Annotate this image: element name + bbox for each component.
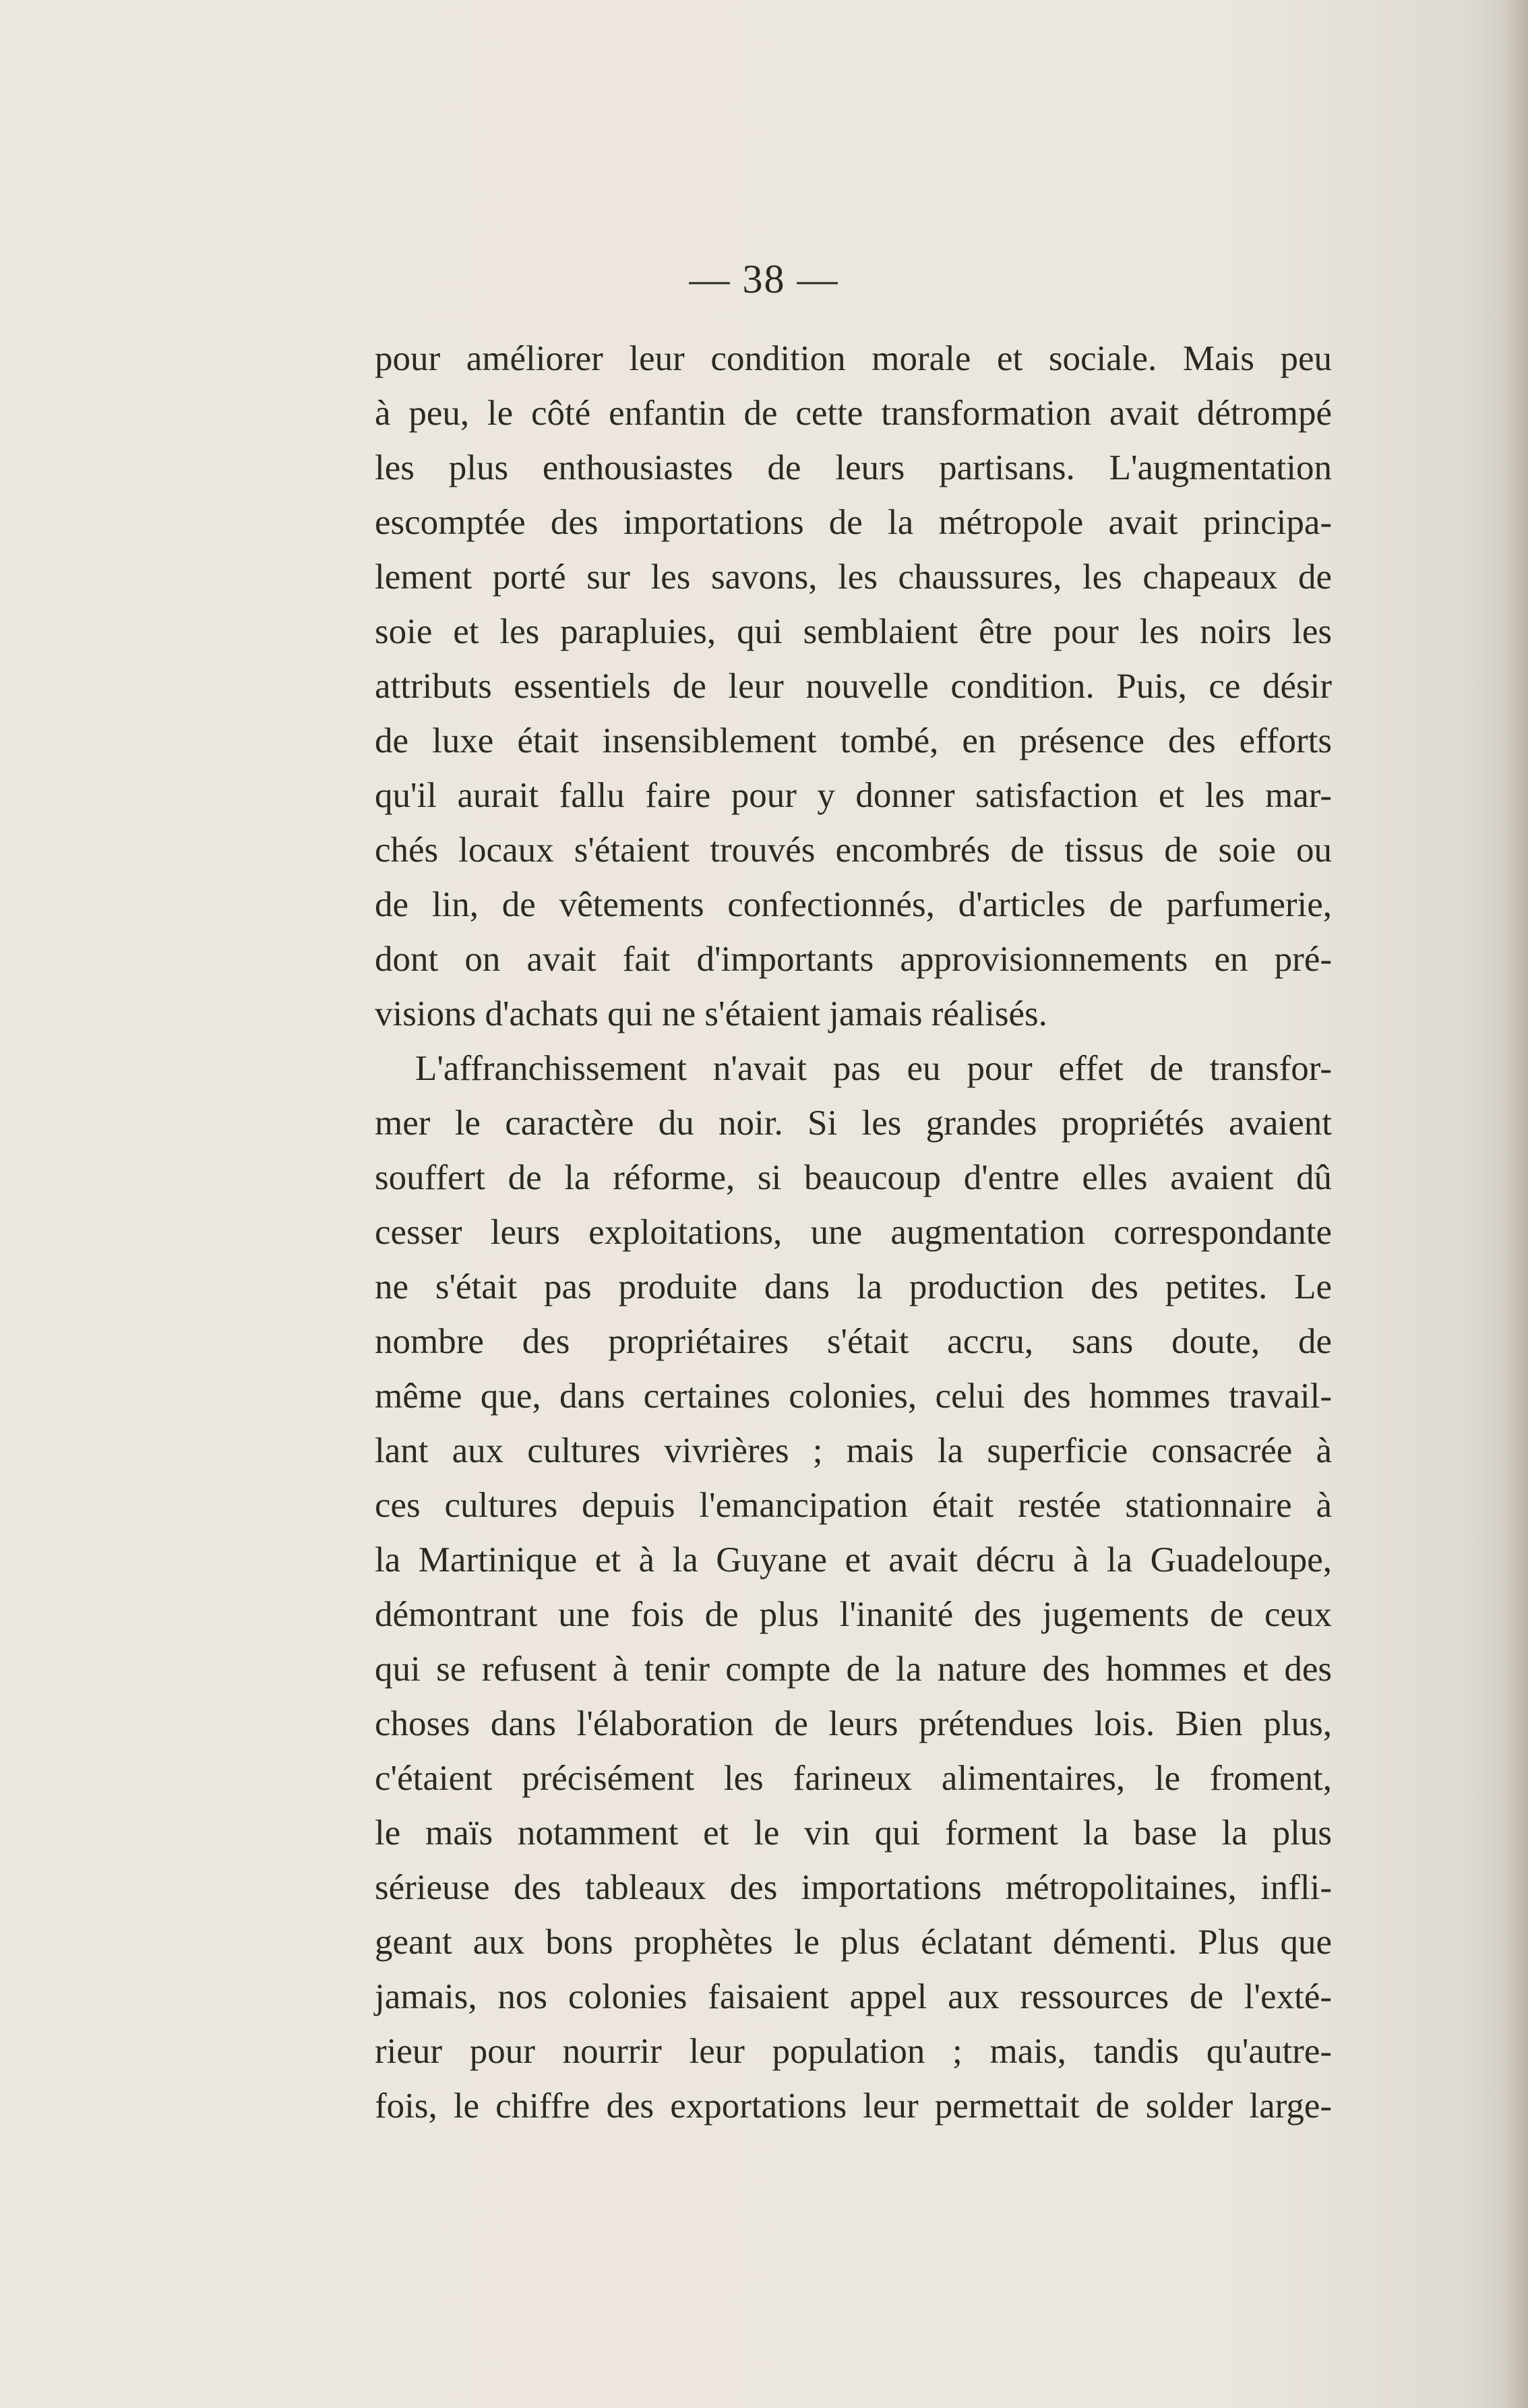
text-line: fois, le chiffre des exportations leur permettait de solder large-: [375, 2086, 1332, 2126]
text-line: les plus enthousiastes de leurs partisans. L'augmentation: [375, 448, 1332, 487]
text-line: L'affranchissement n'avait pas eu pour effet de transfor-: [415, 1049, 1332, 1088]
text-line: escomptée des importations de la métropole avait principa-: [375, 503, 1332, 542]
text-line: même que, dans certaines colonies, celui des hommes travail-: [375, 1377, 1332, 1416]
text-line: sérieuse des tableaux des importations métropolitaines, infli-: [375, 1868, 1332, 1907]
text-line: choses dans l'élaboration de leurs prétendues lois. Bien plus,: [375, 1704, 1332, 1743]
text-line: souffert de la réforme, si beaucoup d'entre elles avaient dû: [375, 1158, 1332, 1197]
text-line: de luxe était insensiblement tombé, en présence des efforts: [375, 721, 1332, 760]
text-line: qui se refusent à tenir compte de la nature des hommes et des: [375, 1650, 1332, 1689]
text-line: nombre des propriétaires s'était accru, sans doute, de: [375, 1322, 1332, 1361]
text-line: qu'il aurait fallu faire pour y donner satisfaction et les mar-: [375, 776, 1332, 815]
text-line: mer le caractère du noir. Si les grandes propriétés avaient: [375, 1104, 1332, 1143]
text-line: lement porté sur les savons, les chaussures, les chapeaux de: [375, 558, 1332, 597]
text-line: rieur pour nourrir leur population ; mais, tandis qu'autre-: [375, 2032, 1332, 2071]
text-line: soie et les parapluies, qui semblaient être pour les noirs les: [375, 612, 1332, 651]
text-line: à peu, le côté enfantin de cette transformation avait détrompé: [375, 394, 1332, 433]
text-line: cesser leurs exploitations, une augmentation correspondante: [375, 1213, 1332, 1252]
text-line: attributs essentiels de leur nouvelle condition. Puis, ce désir: [375, 667, 1332, 706]
text-line: le maïs notamment et le vin qui forment la base la plus: [375, 1813, 1332, 1853]
text-line: c'étaient précisément les farineux alimentaires, le froment,: [375, 1759, 1332, 1798]
text-line: dont on avait fait d'importants approvisionnements en pré-: [375, 940, 1332, 979]
text-line: ces cultures depuis l'emancipation était restée stationnaire à: [375, 1486, 1332, 1525]
body-text: [375, 332, 1332, 2134]
text-line: geant aux bons prophètes le plus éclatant démenti. Plus que: [375, 1923, 1332, 1962]
text-line: de lin, de vêtements confectionnés, d'articles de parfumerie,: [375, 885, 1332, 924]
page-edge-shadow: [1501, 0, 1528, 2408]
text-line: jamais, nos colonies faisaient appel aux ressources de l'exté-: [375, 1977, 1332, 2016]
page-number: — 38 —: [689, 257, 839, 301]
text-line: ne s'était pas produite dans la production des petites. Le: [375, 1267, 1332, 1306]
text-line: lant aux cultures vivrières ; mais la superficie consacrée à: [375, 1431, 1332, 1470]
text-line: pour améliorer leur condition morale et sociale. Mais peu: [375, 339, 1332, 378]
text-line: visions d'achats qui ne s'étaient jamais réalisés.: [375, 994, 1047, 1033]
text-line: la Martinique et à la Guyane et avait décru à la Guadeloupe,: [375, 1540, 1332, 1579]
text-line: chés locaux s'étaient trouvés encombrés de tissus de soie ou: [375, 831, 1332, 870]
text-line: démontrant une fois de plus l'inanité des jugements de ceux: [375, 1595, 1332, 1634]
